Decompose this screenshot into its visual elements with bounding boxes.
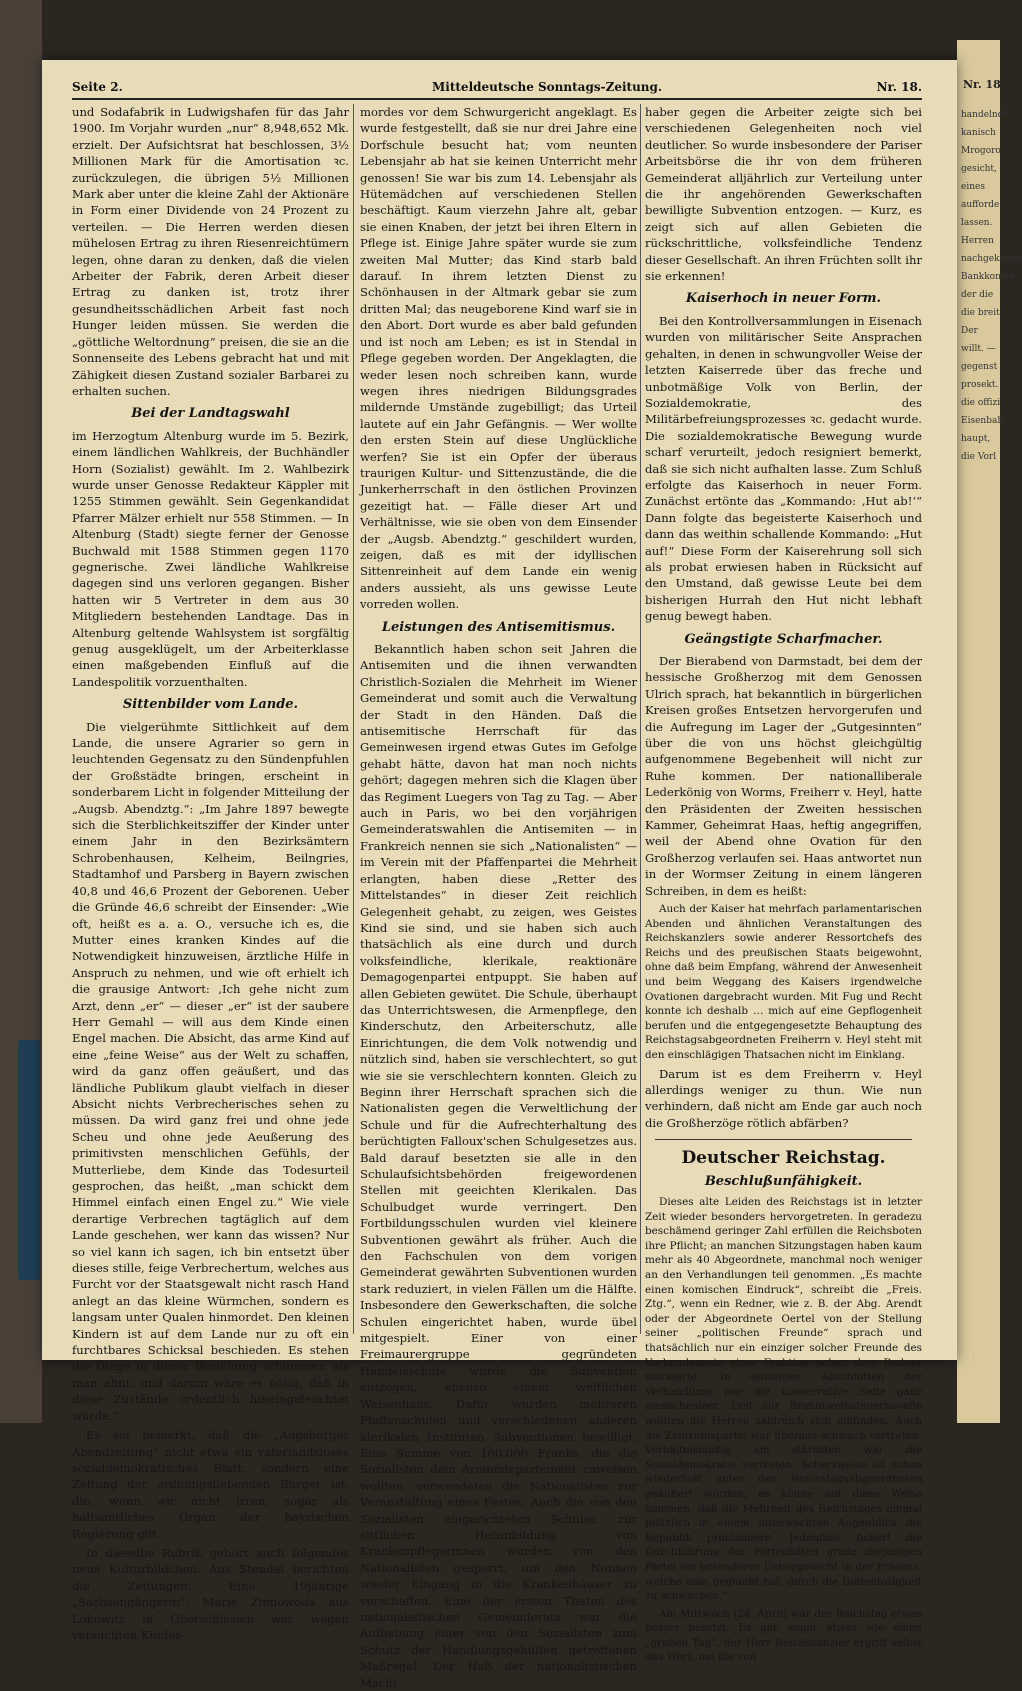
heading-sittenbilder: Sittenbilder vom Lande. — [122, 697, 299, 713]
paragraph: mordes vor dem Schwurgericht angeklagt. Es wurde festgestellt, daß sie nur drei Jahre eine Dorfschule besucht hat; vom neunten Lebensjahr ab hat sie keinen Unterricht mehr genossen! Sie war bis zum 14. Lebensjahr als Hütemädchen auf verschiedenen Stellen beschäftigt. Kaum vierzehn Jahre alt, gebar sie einen Knaben, der jetzt bei ihren Eltern in Pflege ist. Einige Jahre später wurde sie zum zweiten Mal Mutter; das Kind starb bald darauf. In ihrem letzten Dienst zu Schönhausen in der Altmark gebar sie zum dritten Mal; das neugeborene Kind warf sie in den Abort. Dort wurde es aber bald gefunden und ist noch am Leben; es ist in Stendal in Pflege gegeben worden. Der Angeklagten, die weder lesen noch schreiben kann, wurde wegen ihres niedrigen Bildungsgrades mildernde Umstände zugebilligt; das Urteil lautete auf ein Jahr Gefängnis. — Wer wollte den ersten Stein auf diese Unglückliche werfen? Sie ist ein Opfer der überaus traurigen Kultur- und Sittenzustände, die die Junkerherrschaft in den östlichen Provinzen gezeitigt hat. — Fälle dieser Art und Verhältnisse, wie sie oben von dem Einsender der „Augsb. Abendztg.“ geschildert wurden, zeigen, daß es mit der idyllischen Sittenreinheit auf dem Lande ein wenig anders aussieht, als uns gewisse Leute vorreden wollen. — [360, 105, 637, 612]
adjacent-text-fragment: prosekt. — [961, 380, 999, 390]
heading-scharfmacher: Geängstigte Scharfmacher. — [684, 631, 883, 647]
adjacent-text-fragment: aufforde — [961, 200, 1000, 210]
quoted-paragraph: Auch der Kaiser hat mehrfach parlamentarischen Abenden und ähnlichen Veranstaltungen des Reichskanzlers sowie anderer Ressortchefs des Reichs und des preußischen Staats beigewohnt, ohne daß beim Empfang, während der Anwesenheit und beim Weggang des Kaisers irgendwelche Ovationen dargebracht wurden. Mit Fug und Recht konnte ich deshalb … mich auf eine Gepflogenheit berufen und die entgegengesetzte Behauptung des Reichstagsabgeordneten Freiherrn v. Heyl steht mit den einschlägigen Thatsachen nicht im Einklang. — [645, 903, 922, 1062]
heading-reichstag: Deutscher Reichstag. — [681, 1148, 886, 1169]
adjacent-issue: Nr. 18. — [963, 78, 1005, 91]
adjacent-text-fragment: Bankkonsor — [961, 272, 1016, 282]
adjacent-text-fragment: Herren — [961, 236, 994, 246]
adjacent-text-fragment: willt. — — [961, 344, 996, 354]
page-number: Seite 2. — [72, 80, 123, 94]
newspaper-title: Mitteldeutsche Sonntags-Zeitung. — [432, 80, 663, 94]
header-rule — [72, 98, 922, 100]
paragraph: Die vielgerühmte Sittlichkeit auf dem Lande, die unsere Agrarier so gern in leuchtenden Gegensatz zu den Sündenpfuhlen der Großstädte bringen, erscheint in sonderbarem Licht in folgender Mitteilung der „Augsb. Abendztg.“: „Im Jahre 1897 bewegte sich die Sterblichkeitsziffer der Kinder unter einem Jahr in den Bezirksämtern Schrobenhausen, Kelheim, Beilngries, Stadtamhof und Parsberg in Bayern zwischen 40,8 und 46,6 Prozent der Geborenen. Ueber die Gründe 46,6 schreibt der Einsender: „Wie oft, heißt es a. a. O., versuche ich es, die Mutter eines kranken Kindes auf die Notwendigkeit hinzuweisen, ärztliche Hilfe in Anspruch zu nehmen, und wie oft erhielt ich die grausige Antwort: ‚Ich gehe nicht zum Arzt, denn „er“ — dieser „er“ ist der saubere Herr Gemahl — will aus dem Kinde einen Engel machen. Die Absicht, das arme Kind auf eine „feine Weise“ aus der Welt zu schaffen, wird da ganz offen geäußert, und das ländliche Publikum glaubt vielfach in dieser Absicht nichts Verbrecherisches sehen zu müssen. Da wird ganz frei und ohne jede Scheu und ohne jede Aeußerung des primitivsten menschlichen Gefühls, der Mutterliebe, dem Kinde das Todesurteil gesprochen, das heißt, „man schickt dem Himmel einfach einen Engel zu.“ Wie viele derartige Verbrechen tagtäglich auf dem Lande geschehen, wer kann das wissen? Nur so viel kann ich sagen, ich bin entsetzt über dieses stille, feige Verbrechertum, welches aus Furcht vor der Staatsgewalt nicht rasch Hand anlegt an das kleine Würmchen, sondern es langsam unter Qualen hinmordet. Den kleinen Kindern ist auf dem Lande nur zu oft ein furchtbares Schicksal beschieden. Es stehen die Dinge in dieser Beziehung schlimmer, als man ahnt, und darum wäre es nötig, daß in diese Zustände ordentlich hineingeleuchtet würde.“ — [72, 719, 349, 1423]
paragraph: und Sodafabrik in Ludwigshafen für das Jahr 1900. Im Vorjahr wurden „nur“ 8,948,652 Mk. erzielt. Der Aufsichtsrat hat beschlossen, 3½ Millionen Mark für die Amortisation ꝛc. zurückzulegen, die übrigen 5½ Millionen Mark aber unter die kleine Zahl der Aktionäre in Form einer Dividende von 24 Prozent zu verteilen. — Die Herren werden diesen mühelosen Ertrag zu ihren Riesenreichtümern legen, ohne daran zu denken, daß die vielen Arbeiter der Fabrik, deren Arbeit dieser Ertrag zu danken ist, trotz ihrer gesundheitsschädlichen Arbeit fast noch Hunger leiden müssen. Sie werden die „göttliche Weltordnung“ preisen, die sie an die Sonnenseite des Lebens gebracht hat und mit Zähigkeit diesen Zustand sozialer Barbarei zu erhalten suchen. — [72, 105, 349, 398]
paragraph: Bekanntlich haben schon seit Jahren die Antisemiten und die ihnen verwandten Christlich-Sozialen die Mehrheit im Wiener Gemeinderat und somit auch die Verwaltung der Stadt in den Händen. Daß die antisemitische Herrschaft für das Gemeinwesen irgend etwas Gutes im Gefolge gehabt hätte, davon hat man noch nichts gehört; dagegen mehren sich die Klagen über das Regiment Luegers von Tag zu Tag. — Aber auch in Paris, wo bei den vorjährigen Gemeinderatswahlen die Antisemiten — in Frankreich nennen sie sich „Nationalisten“ — im Verein mit der Pfaffenpartei die Mehrheit erlangten, haben diese „Retter des Mittelstandes“ in dieser Zeit reichlich Gelegenheit gehabt, zu zeigen, wes Geistes Kind sie sind, und sie haben sich auch thatsächlich als eine durch und durch volksfeindliche, klerikale, reaktionäre Demagogenpartei entpuppt. Sie haben auf allen Gebieten gewütet. Die Schule, überhaupt das Unterrichtswesen, die Armenpflege, den Kinderschutz, den Arbeiterschutz, alle Einrichtungen, die dem Volk notwendig und nützlich sind, haben sie verschlechtert, so gut wie sie sie verschlechtern konnten. Gleich zu Beginn ihrer Herrschaft sprachen sich die Nationalisten gegen die Verweltlichung der Schule und für die Aufrechterhaltung des berüchtigten Falloux'schen Schulgesetzes aus. Bald darauf besetzten sie alle in den Schulaufsichtsbehörden freigewordenen Stellen mit geeichten Klerikalen. Das Schulbudget wurde verringert. Den Fortbildungsschulen wurden viel kleinere Subventionen gewährt als früher. Auch die den Fachschulen von dem vorigen Gemeinderat gewährten Subventionen wurden stark reduziert, in vielen Fällen um die Hälfte. Insbesondere den Gewerkschaften, die solche Schulen eingerichtet haben, wurde übel mitgespielt. Einer von einer Freimaurergruppe gegründeten Handelsschule wurde die Subvention entzogen, ebenso einem weltlichen Waisenhaus. Dafür wurden mehreren Pfaffenschulen und verschiedenen anderen klerikalen Instituten Subventionen bewilligt. Eine Summe von 100,000 Franks, die die Sozialisten dem Armendepartement zuweisen wollten, verwendeten die Nationalisten zur Veranstaltung eines Festes. Auch die von den Sozialisten eingerichteten Schulen zur sittlichen Heranbildung von Krankenpflegerinnen wurden von den Nationalisten gesperrt, um den Nonnen wieder Eingang in die Krankenhäuser zu verschaffen. Eine der ersten Thaten des nationalistischen Gemeinderats war die Aufhebung einer von den Sozialisten zum Schutz der Handlungsgehülfen getroffenen Maßregel. Der Haß der nationalistischen Macht- — [360, 642, 637, 1690]
issue-number: Nr. 18. — [876, 80, 922, 94]
adjacent-text-fragment: Der — [961, 326, 978, 336]
adjacent-text-fragment: Eisenbah — [961, 416, 1004, 426]
adjacent-text-fragment: eines — [961, 182, 985, 192]
adjacent-text-fragment: die offizi — [961, 398, 1001, 408]
paragraph: haber gegen die Arbeiter zeigte sich bei verschiedenen Gelegenheiten noch viel deutlicher. So wurde insbesondere der Pariser Arbeitsbörse die ihr von dem früheren Gemeinderat alljährlich zur Verteilung unter die ihr angehörenden Gewerkschaften bewilligte Subvention entzogen. — Kurz, es zeigt sich auf allen Gebieten die rückschrittliche, volksfeindliche Tendenz dieser Gesellschaft. An ihren Früchten sollt ihr sie erkennen! — [645, 105, 922, 284]
column-3 — [645, 104, 922, 1664]
adjacent-text-fragment: gegenst — [961, 362, 998, 372]
column-2 — [360, 104, 637, 1690]
adjacent-text-fragment: nachgekomm — [961, 254, 1022, 264]
paragraph: Am Mittwoch (24. April) war der Reichstag etwas besser besetzt. Es gab sogar etwas wie einen „großen Tag“, der Herr Reichskanzler ergriff selbst das Wort, um die von — [645, 1607, 922, 1664]
adjacent-text-fragment: lassen. — [961, 218, 993, 228]
paragraph: Darum ist es dem Freiherrn v. Heyl allerdings weniger zu thun. Wie nun verhindern, daß nicht am Ende gar auch noch die Großherzöge rötlich abfärben? — [645, 1066, 922, 1130]
paragraph: Der Bierabend von Darmstadt, bei dem der hessische Großherzog mit dem Genossen Ulrich sprach, hat bekanntlich in bürgerlichen Kreisen großes Entsetzen hervorgerufen und die Aufregung im Lager der „Gutgesinnten“ über die von uns höchst gleichgültig aufgenommene Begebenheit will nicht zur Ruhe kommen. Der nationalliberale Lederkönig von Worms, Freiherr v. Heyl, hatte den Präsidenten der Zweiten hessischen Kammer, Geheimrat Haas, heftig angegriffen, weil der Abend ohne Ovation für den Großherzog verlaufen sei. Haas antwortet nun in der Wormser Zeitung in einem längeren Schreiben, in dem es heißt: — [645, 654, 922, 898]
paragraph: im Herzogtum Altenburg wurde im 5. Bezirk, einem ländlichen Wahlkreis, der Buchhändler Horn (Sozialist) gewählt. Im 2. Wahlbezirk wurde unser Genosse Redakteur Käppler mit 1255 Stimmen gewählt. Sein Gegenkandidat Pfarrer Mälzer erhielt nur 558 Stimmen. — In Altenburg (Stadt) siegte ferner der Genosse Buchwald mit 1588 Stimmen gegen 1170 gegnerische. Zwei ländliche Wahlkreise dagegen sind uns verloren gegangen. Bisher hatten wir 5 Vertreter in dem aus 30 Mitgliedern bestehenden Landtage. Das in Altenburg geltende Wahlsystem ist sorgfältig genug ausgeklügelt, um der Arbeiterklasse einen maßgebenden Einfluß auf die Landespolitik vorzuenthalten. — [72, 428, 349, 689]
paragraph: Es sei bemerkt, daß die „Augsburger Abendzeitung“ nicht etwa ein vaterlandsloses sozialdemokratisches Blatt, sondern eine Zeitung der ordnungsliebenden Bürger ist, die, wenn wir nicht irren, sogar als halbamtliches Organ der bayrischen Regierung gilt. — [72, 1428, 349, 1541]
column-divider — [353, 104, 354, 1334]
section-rule — [655, 1139, 912, 1140]
heading-landtagswahl: Bei der Landtagswahl — [131, 406, 290, 422]
paragraph: Bei den Kontrollversammlungen in Eisenach wurden von militärischer Seite Ansprachen gehalten, in denen in schwungvoller Weise der letzten Kaiserrede über das freche und unbotmäßige Volk von Berlin, der Sozialdemokratie, des Militärbefreiungsprozesses ꝛc. gedacht wurde. Die sozialdemokratische Bewegung wurde scharf verurteilt, jedoch resigniert bemerkt, daß sie sich nicht aufhalten lasse. Zum Schluß erfolgte das Kaiserhoch in neuer Form. Zunächst ertönte das „Kommando: ‚Hut ab!‘“ Dann folgte das begeisterte Kaiserhoch und dann das weithin schallende Kommando: „Hut auf!“ Diese Form der Kaiserehrung soll sich als probat erwiesen haben in Rücksicht auf den Umstand, daß gewisse Leute bei dem bisherigen Hurrah den Hut nicht lebhaft genug bewegt haben. — [645, 313, 922, 624]
heading-antisemitismus: Leistungen des Antisemitismus. — [381, 619, 616, 635]
heading-kaiserhoch: Kaiserhoch in neuer Form. — [685, 291, 882, 307]
adjacent-text-fragment: die breit — [961, 308, 1000, 318]
adjacent-text-fragment: die Vorl — [961, 452, 997, 462]
page-header — [72, 78, 922, 98]
paragraph: Dieses alte Leiden des Reichstags ist in letzter Zeit wieder besonders hervorgetreten. In geradezu beschämend geringer Zahl erfüllen die Reichsboten ihre Pflicht; an manchen Sitzungstagen haben kaum mehr als 40 Abgeordnete, manchmal noch weniger an den Verhandlungen teil genommen. „Es machte einen komischen Eindruck“, schreibt die „Freis. Ztg.“, wenn ein Redner, wie z. B. der Abg. Arendt oder der Abgeordnete Oertel von der Stellung seiner „politischen Freunde“ sprach und thatsächlich nur ein einziger solcher Freunde des Vorhandensein einer Fraktion neben dem Redner markierte. In einzelnen Abschnitten der Verhandlung war die konservative Seite ganz menschenleer. Erst zur Branntweinsteuernovelle wollten die Herren zahlreich sich einfinden. Auch die Zentrumspartei war überaus schwach vertreten. Verhältnismäßig am stärksten war die Sozialdemokratie vertreten. Scherzweise ist schon wiederholt unter den Reichstagsabgeordneten geäußert worden, es könne auf diese Weise kommen, daß die Mehrheit des Reichstages einmal plötzlich in einem unbewachten Augenblick die Republik proklamiere. Jedenfalls fichert die Durchführung der Parteidiäten grade derjenigen Partei ein besonderes Uebergewicht in der Präsenz, welche man geglaubt hat, durch die Diätenlosigkeit zu schwächen.“ — [645, 1196, 922, 1603]
adjacent-text-fragment: der die — [961, 290, 994, 300]
column-divider — [640, 104, 641, 1334]
adjacent-text-fragment: gesicht, — [961, 164, 997, 174]
adjacent-text-fragment: handelnde — [961, 110, 1009, 120]
heading-beschlussunfaehigkeit: Beschlußunfähigkeit. — [704, 1173, 863, 1189]
adjacent-text-fragment: kanisch — [961, 128, 996, 138]
binding-tab — [18, 1040, 40, 1280]
column-1 — [72, 104, 349, 1642]
adjacent-text-fragment: haupt, — [961, 434, 991, 444]
adjacent-page-fragment — [957, 40, 1022, 1423]
adjacent-text-fragment: Mrogoro — [961, 146, 1001, 156]
paragraph: In dieselbe Rubrik gehört auch folgendes neue Kulturbildchen. Aus Stendal berichten die Zeitungen: Eine 19jährige „Sachsengängerin“, Marie Zinnowoda aus Lokowitz in Oberschlesien war wegen versuchten Kindes- — [72, 1545, 349, 1642]
